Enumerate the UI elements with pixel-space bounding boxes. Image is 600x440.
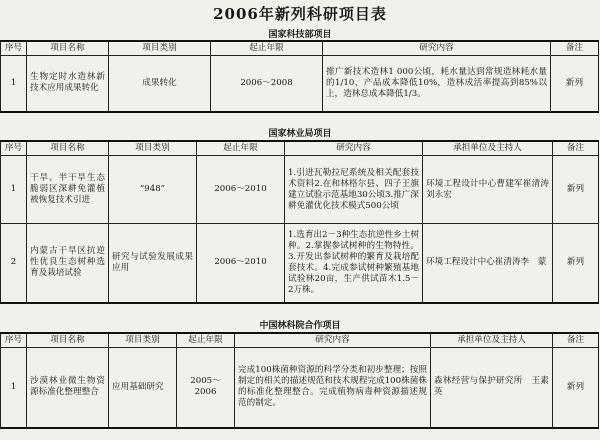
row-note: 新列 xyxy=(553,224,599,303)
row-project-name: 沙漠林业微生物资源标准化整理整合 xyxy=(27,348,109,428)
table-ministry-of-science xyxy=(0,40,599,113)
header-note: 备注 xyxy=(553,333,599,348)
header-no: 序号 xyxy=(1,141,27,156)
table-row xyxy=(1,348,599,428)
row-no: 2 xyxy=(1,224,27,303)
row-years: 2005～2006 xyxy=(177,348,235,428)
header-note: 备注 xyxy=(553,141,599,156)
row-no: 1 xyxy=(1,156,27,224)
row-content: 推广新技术造林1 000公顷，耗水量达到常规造林耗水量的1/10，产品成本降低10%，造林成活率提高到85%以上，造林总成本降低1/3。 xyxy=(323,56,551,112)
header-no: 序号 xyxy=(1,41,27,56)
row-category: 成果转化 xyxy=(109,56,211,112)
header-content: 研究内容 xyxy=(323,41,551,56)
row-content: 1.选育出2－3种生态抗逆性乡土树种。2.掌握参试树种的生物特性。3.开发出参试树种的繁育及栽培配套技术。4.完成参试树种繁殖基地试验林20亩，生产供试苗木1.5－2万株。 xyxy=(285,224,423,303)
row-no: 1 xyxy=(1,348,27,428)
document-title: 2006年新列科研项目表 xyxy=(213,5,387,23)
header-years: 起止年限 xyxy=(177,333,235,348)
row-unit: 环境工程设计中心曹建军崔清涛刘永宏 xyxy=(423,156,553,224)
row-unit: 环境工程设计中心崔清涛李 蒙 xyxy=(423,224,553,303)
header-content: 研究内容 xyxy=(235,333,431,348)
row-category: “948” xyxy=(109,156,197,224)
header-no: 序号 xyxy=(1,333,27,348)
row-unit: 森林经营与保护研究所 王素英 xyxy=(431,348,553,428)
section-title-academy-cooperation: 中国林科院合作项目 xyxy=(259,321,341,331)
header-project-name: 项目名称 xyxy=(27,141,109,156)
table-header-row xyxy=(1,141,599,156)
header-category: 项目类别 xyxy=(109,333,177,348)
table-row xyxy=(1,56,599,112)
row-content: 完成100株菌种资源的科学分类和初步整理；按照制定的相关的描述规范和技术规程完成100株菌株的标准化整理整合。完成植物病毒种资源描述规范的制定。 xyxy=(235,348,431,428)
row-category: 研究与试验发展成果应用 xyxy=(109,224,197,303)
table-row xyxy=(1,156,599,224)
row-years: 2006～2010 xyxy=(197,156,285,224)
row-project-name: 生物定时水造林新技术应用成果转化 xyxy=(27,56,109,112)
table-forestry-bureau xyxy=(0,140,599,304)
section-title-ministry-of-science: 国家科技部项目 xyxy=(268,30,332,40)
section-title-forestry-bureau: 国家林业局项目 xyxy=(268,129,332,139)
row-years: 2006～2008 xyxy=(211,56,323,112)
row-project-name: 内蒙古干旱区抗逆性优良生态树种选育及栽培试验 xyxy=(27,224,109,303)
row-note: 新列 xyxy=(553,348,599,428)
row-project-name: 干旱、半干旱生态脆弱区深耕免灌植被恢复技术引进 xyxy=(27,156,109,224)
header-years: 起止年限 xyxy=(197,141,285,156)
header-category: 项目类别 xyxy=(109,141,197,156)
row-years: 2006～2010 xyxy=(197,224,285,303)
header-note: 备注 xyxy=(551,41,599,56)
header-content: 研究内容 xyxy=(285,141,423,156)
row-no: 1 xyxy=(1,56,27,112)
table-header-row xyxy=(1,333,599,348)
row-note: 新列 xyxy=(553,156,599,224)
header-project-name: 项目名称 xyxy=(27,333,109,348)
header-unit: 承担单位及主持人 xyxy=(423,141,553,156)
header-years: 起止年限 xyxy=(211,41,323,56)
table-academy-cooperation xyxy=(0,332,599,429)
row-content: 1.引进瓦勒拉尼系统及相关配套技术资料2.在和林格尔县、四子王旗建立试验示范基地30公顷3.推广深耕免灌优化技术模式500公顷 xyxy=(285,156,423,224)
header-category: 项目类别 xyxy=(109,41,211,56)
header-project-name: 项目名称 xyxy=(27,41,109,56)
row-category: 应用基础研究 xyxy=(109,348,177,428)
table-row xyxy=(1,224,599,303)
table-header-row xyxy=(1,41,599,56)
header-unit: 承担单位及主持人 xyxy=(431,333,553,348)
row-note: 新列 xyxy=(551,56,599,112)
